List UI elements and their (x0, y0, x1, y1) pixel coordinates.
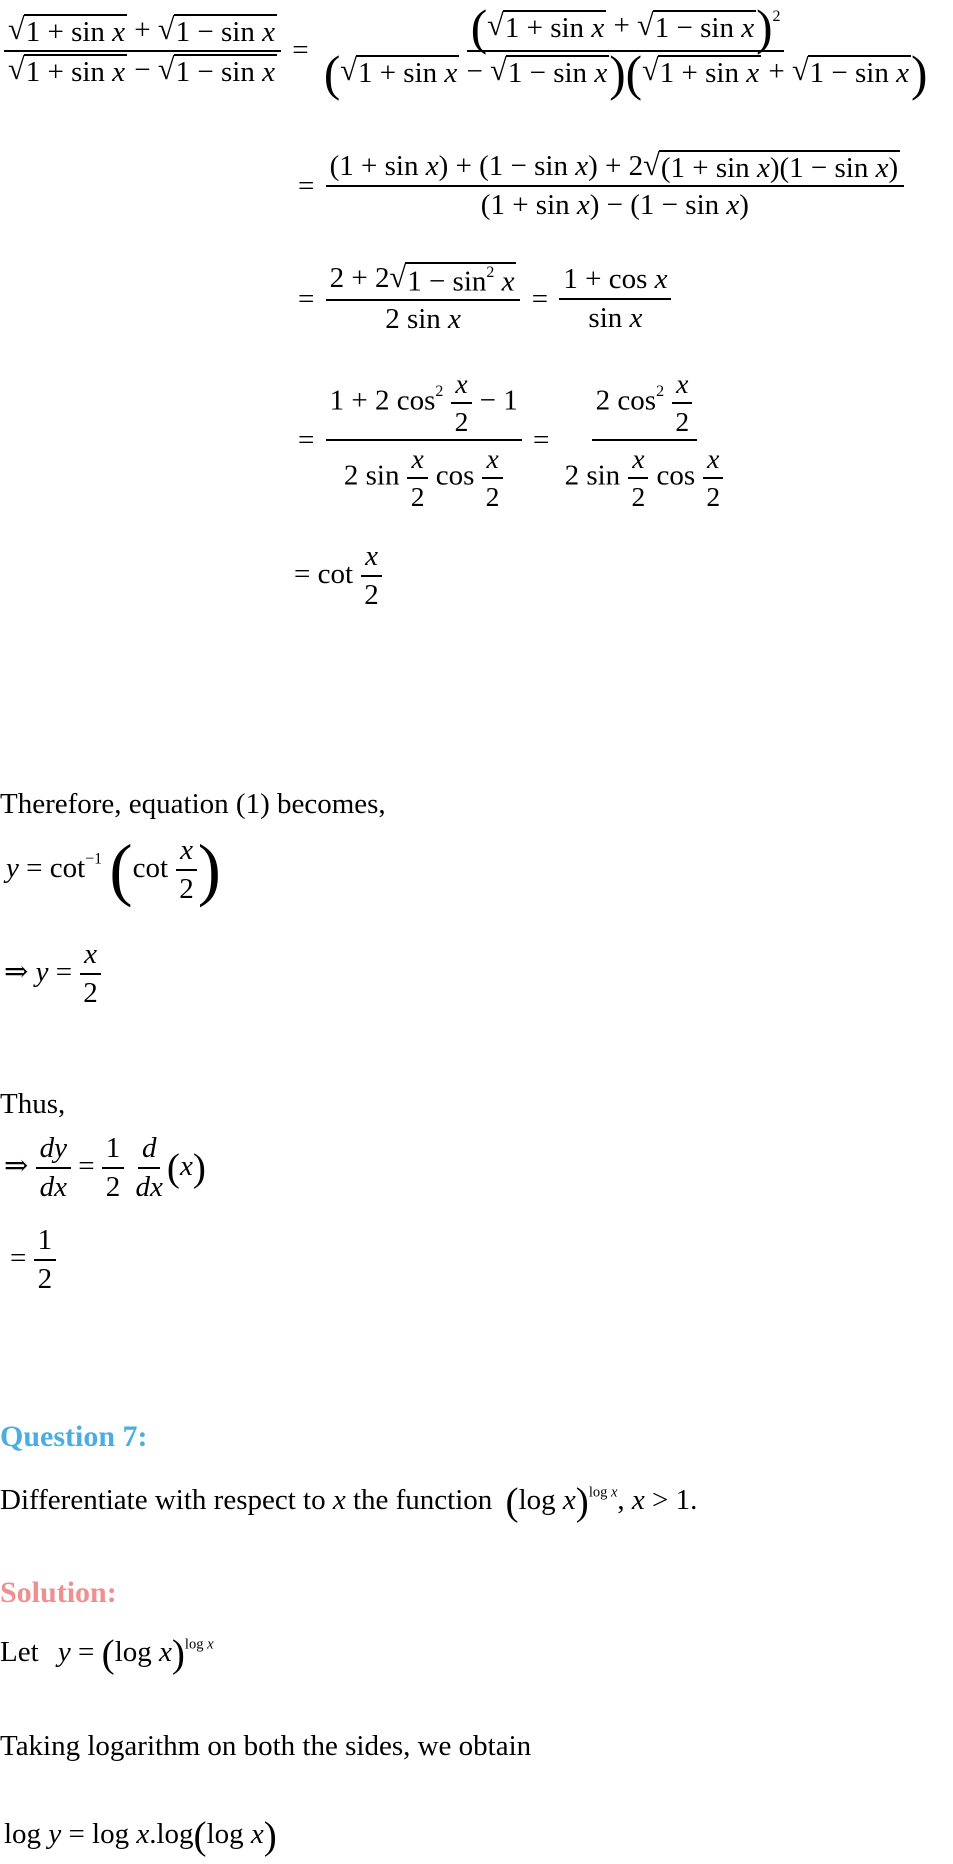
question-text: Differentiate with respect to x the function (log x)$^{log x}$, x > 1. (0, 1480, 698, 1524)
solution-taking-log: Taking logarithm on both the sides, we obtain (0, 1730, 532, 1762)
derivation-step-3: = 2 + 2 √ $1 - \sin^2 x$ 2 sin x = $\frac{\text{1 + cos x}}{\text{sin x}}$ (294, 262, 671, 336)
solution-let: Let y = (log x)$^{log x}$ (0, 1632, 214, 1676)
lhs-fraction: √ 1 + sin x + √ 1 − sin x √ 1 + sin x − √ 1 − sin x (4, 14, 281, 87)
rhs-fraction-1: ( √ 1 + sin x + √ 1 − sin x )$^2$ ( √ 1 + sin x − √ 1 − sin x )( √ 1 + sin x + √ 1 − sin x ) (323, 0, 928, 101)
para-therefore: Therefore, equation (1) becomes, (0, 788, 386, 820)
eq-equals-half: = $\frac{1}{2}$ (10, 1224, 56, 1297)
solution-log-equation: log y = log x.log(log x) (4, 1814, 277, 1858)
derivation-step-2: = (1 + sin x) + (1 − sin x) + 2 √ (1 + sin x)(1 − sin x) (1 + sin x) − (1 − sin x) (294, 150, 904, 223)
eq-implies-y: ⇒ y = $\frac{x}{2}$ (4, 938, 102, 1011)
eq-y-cot-inverse: $y = \cot^{-1} (\cot$ $\frac{x}{2}$ ) (6, 831, 221, 909)
derivation-step-4: = 1 + 2 $\cos^2$ $\frac{x}{2}$ − 1 2 sin $\frac{x}{2}$ cos $\frac{x}{2}$ = 2 $\cos^2$ $\frac{x}{2}$ 2 sin $\frac{x}{2}$ cos $\frac{x}{2}$ (294, 368, 728, 513)
solution-heading: Solution: (0, 1576, 117, 1609)
question-heading: Question 7: (0, 1420, 148, 1453)
derivation-step-5: = cot $\frac{x}{2}$ (294, 540, 383, 613)
derivation-step-1: √ 1 + sin x + √ 1 − sin x √ 1 + sin x − √ 1 − sin x = ( √ 1 + sin x + √ 1 − sin x )$^2$ ( √ 1 + sin x − √ 1 − sin x )( √ 1 + sin x + √ 1 − sin x ) (4, 8, 931, 93)
para-thus: Thus, (0, 1088, 66, 1120)
eq-derivative: ⇒ $\frac{dy}{dx}$ = $\frac{1}{2}$ $\frac{d}{dx}$ (x) (4, 1132, 206, 1204)
